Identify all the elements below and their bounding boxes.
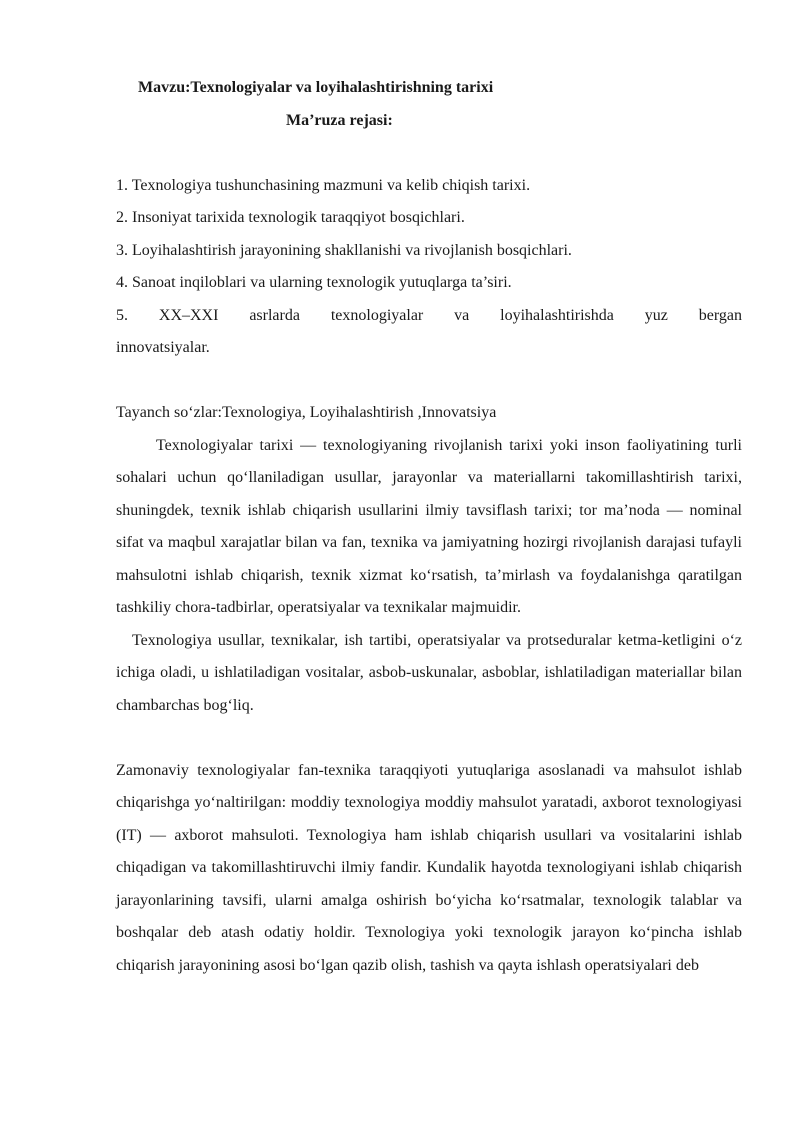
document-page <box>116 72 742 982</box>
plan-item: 3. Loyihalashtirish jarayonining shakllanishi va rivojlanish bosqichlari. <box>116 241 572 259</box>
topic-heading: Mavzu:Texnologiyalar va loyihalashtirishning tarixi <box>138 79 494 96</box>
plan-item: 2. Insoniyat tarixida texnologik taraqqiyot bosqichlari. <box>116 209 465 226</box>
plan-item: 4. Sanoat inqiloblari va ularning texnologik yutuqlarga ta’siri. <box>116 274 512 291</box>
plan-list <box>116 170 742 365</box>
plan-item-5-line1: 5. XX–XXI asrlarda texnologiyalar va loyihalashtirishda yuz bergan <box>116 306 742 324</box>
keywords-line: Tayanch so‘zlar:Texnologiya, Loyihalashtirish ,Innovatsiya <box>116 404 497 421</box>
spacer <box>116 365 742 398</box>
plan-item: 1. Texnologiya tushunchasining mazmuni va kelib chiqish tarixi. <box>116 176 531 194</box>
plan-title: Ma’ruza rejasi: <box>286 111 393 129</box>
spacer <box>116 137 742 170</box>
paragraph-3: Zamonaviy texnologiyalar fan-texnika taraqqiyoti yutuqlariga asoslanadi va mahsulot ishlab chiqarishga yo‘naltirilgan: moddiy texnologiya moddiy mahsulot yaratadi, axborot texnologiyasi (IT) — axborot mahsuloti. Texnologiya ham ishlab chiqarish usullari va vositalarini ishlab chiqadigan va takomillashtiruvchi ilmiy fandir. Kundalik hayotda texnologiyani ishlab chiqarish jarayonlarining tavsifi, ularni amalga oshirish bo‘yicha ko‘rsatmalar, texnologik talablar va boshqalar deb atash odatiy holdir. Texnologiya yoki texnologik jarayon ko‘pincha ishlab chiqarish jarayonining asosi bo‘lgan qazib olish, tashish va qayta ishlash operatsiyalari deb <box>116 761 742 974</box>
plan-item-5-line2: innovatsiyalar. <box>116 339 210 356</box>
spacer <box>116 722 742 755</box>
paragraph-1: Texnologiyalar tarixi — texnologiyaning rivojlanish tarixi yoki inson faoliyatining turli sohalari uchun qo‘llaniladigan usullar, jarayonlar va materiallarni takomillashtirish tarixi, shuningdek, texnik ishlab chiqarish usullarini ilmiy tavsiflash tarixi; tor ma’noda — nominal sifat va maqbul xarajatlar bilan va fan, texnika va jamiyatning hozirgi rivojlanish darajasi tufayli mahsulotni ishlab chiqarish, texnik xizmat ko‘rsatish, ta’mirlash va foydalanishga qaratilgan tashkiliy chora-tadbirlar, operatsiyalar va texnikalar majmuidir. <box>116 436 742 616</box>
paragraph-2: Texnologiya usullar, texnikalar, ish tartibi, operatsiyalar va protseduralar ketma-ketligini o‘z ichiga oladi, u ishlatiladigan vositalar, asbob-uskunalar, asboblar, ishlatiladigan materiallar bilan chambarchas bog‘liq. <box>116 631 742 714</box>
